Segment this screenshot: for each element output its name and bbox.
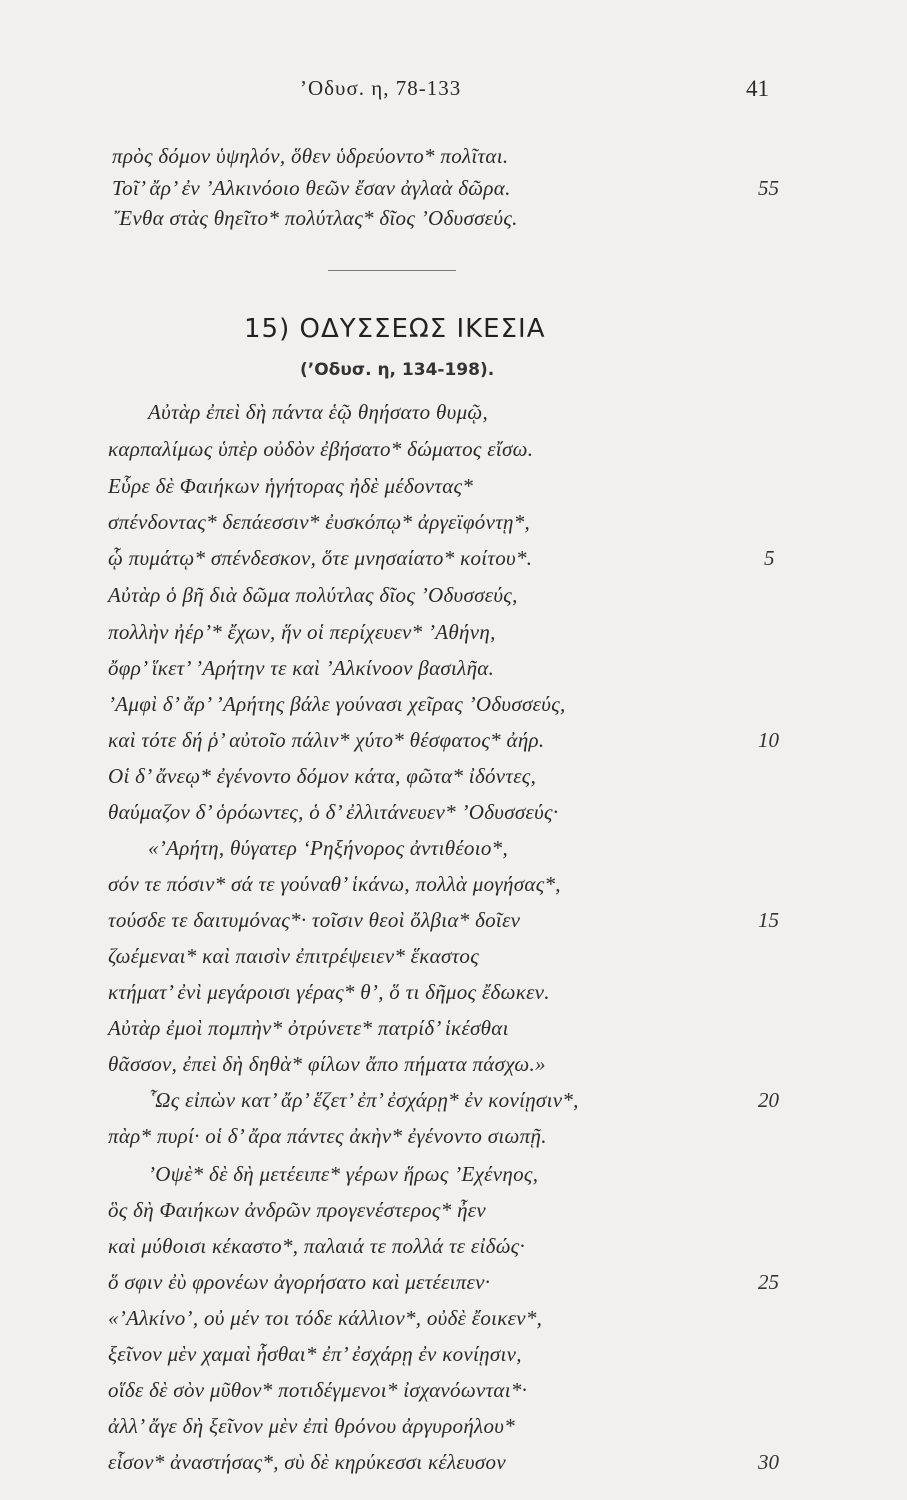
verse-text: πὰρ* πυρί· οἱ δ’ ἄρα πάντες ἀκὴν* ἐγένοντο σιωπῇ. [108, 1124, 547, 1148]
verse-text: καὶ τότε δή ῥ’ αὐτοῖο πάλιν* χύτο* θέσφατος* ἀήρ. [108, 728, 545, 752]
verse-line [0, 437, 907, 467]
section-subheading: (’Οδυσ. η, 134-198). [300, 360, 495, 380]
verse-text: τούσδε τε δαιτυμόνας*· τοῖσιν θεοὶ ὄλβια* δοῖεν [108, 908, 521, 932]
section-divider [328, 270, 456, 271]
line-number: 55 [758, 176, 779, 200]
verse-text: ’Αμφὶ δ’ ἄρ’ ’Αρήτης βάλε γούνασι χεῖρας ’Οδυσσεύς, [108, 692, 566, 716]
verse-text: ὄφρ’ ἵκετ’ ’Αρήτην τε καὶ ’Αλκίνοον βασιλῆα. [108, 656, 495, 680]
line-number: 20 [758, 1088, 779, 1112]
verse-line [0, 583, 907, 613]
verse-text: πολλὴν ἠέρ’* ἔχων, ἥν οἱ περίχευεν* ’Αθήνη, [108, 620, 496, 644]
verse-line [0, 206, 907, 236]
verse-line [0, 872, 907, 902]
verse-text: «’Αλκίνο’, οὐ μέν τοι τόδε κάλλιον*, οὐδὲ ἔοικεν*, [108, 1306, 543, 1330]
verse-text: ’Οψὲ* δὲ δὴ μετέειπε* γέρων ἥρως ’Εχένηος, [148, 1162, 539, 1186]
verse-line [0, 764, 907, 794]
verse-line [0, 176, 907, 206]
verse-text: σόν τε πόσιν* σά τε γούναθ’ ἱκάνω, πολλὰ μογήσας*, [108, 872, 561, 896]
running-head [0, 76, 907, 110]
line-number: 30 [758, 1450, 779, 1474]
verse-line [0, 1342, 907, 1372]
verse-line [0, 1162, 907, 1192]
line-number: 10 [758, 728, 779, 752]
verse-text: Τοῖ’ ἄρ’ ἐν ’Αλκινόοιο θεῶν ἔσαν ἀγλαὰ δῶρα. [112, 176, 511, 200]
verse-text: εἷσον* ἀναστήσας*, σὺ δὲ κηρύκεσσι κέλευσον [108, 1450, 506, 1474]
verse-line [0, 620, 907, 650]
verse-text: Αὐτὰρ ἐπεὶ δὴ πάντα ἑῷ θηήσατο θυμῷ, [148, 400, 489, 424]
verse-line [0, 144, 907, 174]
verse-text: ὅ σφιν ἐὺ φρονέων ἀγορήσατο καὶ μετέειπεν· [108, 1270, 491, 1294]
verse-text: θᾶσσον, ἐπεὶ δὴ δηθὰ* φίλων ἄπο πήματα πάσχω.» [108, 1052, 546, 1076]
verse-text: ῟Ως εἰπὼν κατ’ ἄρ’ ἕζετ’ ἐπ’ ἐσχάρῃ* ἐν κονίῃσιν*, [148, 1088, 579, 1112]
verse-text: ἀλλ’ ἄγε δὴ ξεῖνον μὲν ἐπὶ θρόνου ἀργυροήλου* [108, 1414, 515, 1438]
page-number: 41 [746, 76, 769, 101]
verse-text: καρπαλίμως ὑπὲρ οὐδὸν ἐβήσατο* δώματος εἴσω. [108, 437, 534, 461]
verse-line [0, 692, 907, 722]
verse-text: ῎Ενθα στὰς θηεῖτο* πολύτλας* δῖος ’Οδυσσεύς. [112, 206, 518, 230]
verse-text: ξεῖνον μὲν χαμαὶ ἧσθαι* ἐπ’ ἐσχάρῃ ἐν κονίῃσιν, [108, 1342, 522, 1366]
verse-line [0, 474, 907, 504]
verse-text: Αὐτὰρ ἐμοὶ πομπὴν* ὀτρύνετε* πατρίδ’ ἱκέσθαι [108, 1016, 509, 1040]
verse-line [0, 1088, 907, 1118]
verse-text: Αὐτὰρ ὁ βῆ διὰ δῶμα πολύτλας δῖος ’Οδυσσεύς, [108, 583, 518, 607]
verse-line [0, 1052, 907, 1082]
verse-line [0, 1198, 907, 1228]
verse-text: πρὸς δόμον ὑψηλόν, ὅθεν ὑδρεύοντο* πολῖται. [112, 144, 509, 168]
verse-text: ᾧ πυμάτῳ* σπένδεσκον, ὅτε μνησαίατο* κοίτου*. [108, 546, 533, 570]
verse-line [0, 728, 907, 758]
verse-text: καὶ μύθοισι κέκαστο*, παλαιά τε πολλά τε εἰδώς· [108, 1234, 526, 1258]
verse-line [0, 400, 907, 430]
verse-line [0, 1450, 907, 1480]
verse-text: κτήματ’ ἐνὶ μεγάροισι γέρας* θ’, ὅ τι δῆμος ἔδωκεν. [108, 980, 550, 1004]
verse-line [0, 1306, 907, 1336]
verse-line [0, 1234, 907, 1264]
verse-text: «’Αρήτη, θύγατερ ‘Ρηξήνορος ἀντιθέοιο*, [148, 836, 509, 860]
verse-line [0, 1270, 907, 1300]
verse-line [0, 656, 907, 686]
line-number: 25 [758, 1270, 779, 1294]
verse-text: θαύμαζον δ’ ὁρόωντες, ὁ δ’ ἐλλιτάνευεν* ’Οδυσσεύς· [108, 800, 559, 824]
verse-text: σπένδοντας* δεπάεσσιν* ἐυσκόπῳ* ἀργεϊφόντῃ*, [108, 510, 531, 534]
verse-line [0, 546, 907, 576]
running-title: ’Οδυσ. η, 78-133 [300, 76, 462, 100]
verse-text: ζωέμεναι* καὶ παισὶν ἐπιτρέψειεν* ἕκαστος [108, 944, 480, 968]
line-number: 15 [758, 908, 779, 932]
verse-text: οἵδε δὲ σὸν μῦθον* ποτιδέγμενοι* ἰσχανόωνται*· [108, 1378, 528, 1402]
verse-line [0, 908, 907, 938]
verse-line [0, 836, 907, 866]
verse-line [0, 800, 907, 830]
verse-line [0, 1378, 907, 1408]
verse-text: Εὗρε δὲ Φαιήκων ἡγήτορας ἠδὲ μέδοντας* [108, 474, 474, 498]
line-number: 5 [764, 546, 775, 570]
verse-line [0, 1016, 907, 1046]
verse-line [0, 1124, 907, 1154]
verse-line [0, 980, 907, 1010]
section-heading: 15) ΟΔΥΣΣΕΩΣ ΙΚΕΣΙΑ [244, 314, 546, 344]
verse-text: Οἱ δ’ ἄνεῳ* ἐγένοντο δόμον κάτα, φῶτα* ἰδόντες, [108, 764, 537, 788]
verse-text: ὃς δὴ Φαιήκων ἀνδρῶν προγενέστερος* ἦεν [108, 1198, 486, 1222]
verse-line [0, 944, 907, 974]
verse-line [0, 510, 907, 540]
verse-line [0, 1414, 907, 1444]
